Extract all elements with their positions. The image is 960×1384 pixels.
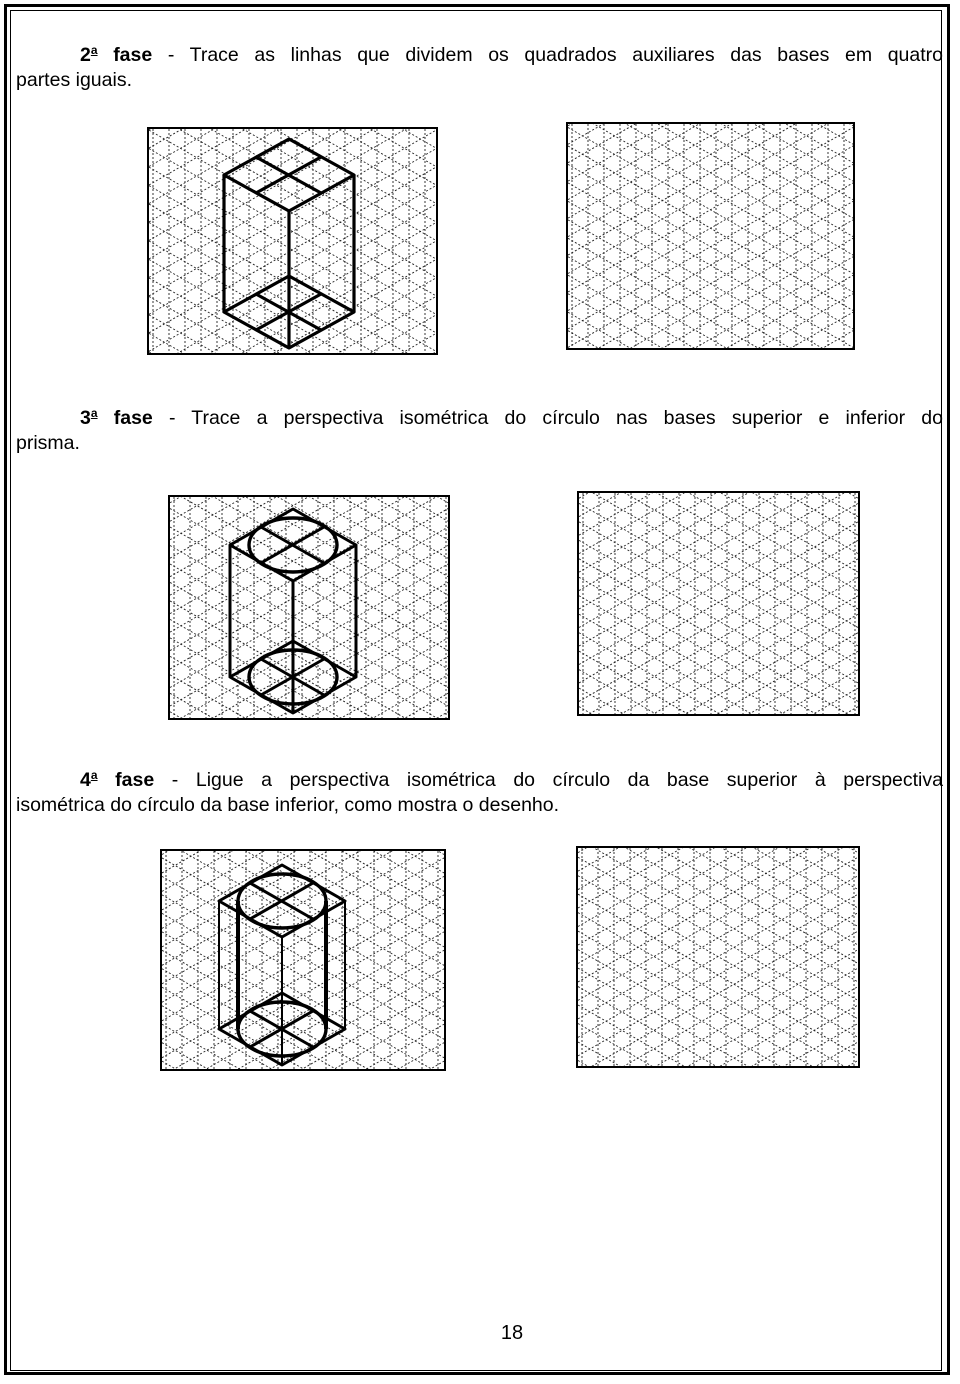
phase-3-line2: prisma.	[16, 432, 80, 454]
phase-3-line1: - Trace a perspectiva isométrica do círculo nas bases superior e inferior do	[168, 407, 943, 429]
cylinder-drawing	[162, 851, 444, 1069]
phase-2-label: fase	[113, 44, 153, 66]
phase-4-line1: - Ligue a perspectiva isométrica do círculo da base superior à perspectiva	[171, 769, 943, 791]
phase-4-label: fase	[115, 769, 155, 791]
phase-4-number: 4$^a$	[80, 768, 98, 791]
phase-3-practice-grid[interactable]	[577, 491, 860, 716]
prism-circles-drawing	[170, 497, 448, 718]
phase-2-number: 2$^a$	[80, 43, 98, 66]
isometric-grid	[579, 493, 858, 714]
isometric-grid	[578, 848, 858, 1066]
page-number: 18	[500, 1322, 524, 1344]
phase-3-number: 3$^a$	[80, 406, 98, 429]
phase-3-label: fase	[113, 407, 153, 429]
prism-drawing	[149, 129, 436, 353]
phase-4-text	[16, 763, 943, 818]
phase-4-example-drawing	[160, 849, 446, 1071]
phase-4-practice-grid[interactable]	[576, 846, 860, 1068]
phase-2-line1: - Trace as linhas que dividem os quadrados auxiliares das bases em quatro	[167, 44, 943, 66]
phase-2-example-drawing	[147, 127, 438, 355]
phase-2-practice-grid[interactable]	[566, 122, 855, 350]
phase-3-text	[16, 401, 943, 456]
phase-2-text	[16, 38, 943, 93]
isometric-grid	[568, 124, 853, 348]
phase-3-example-drawing	[168, 495, 450, 720]
phase-4-line2: isométrica do círculo da base inferior, como mostra o desenho.	[16, 794, 560, 816]
phase-2-line2: partes iguais.	[16, 69, 132, 91]
